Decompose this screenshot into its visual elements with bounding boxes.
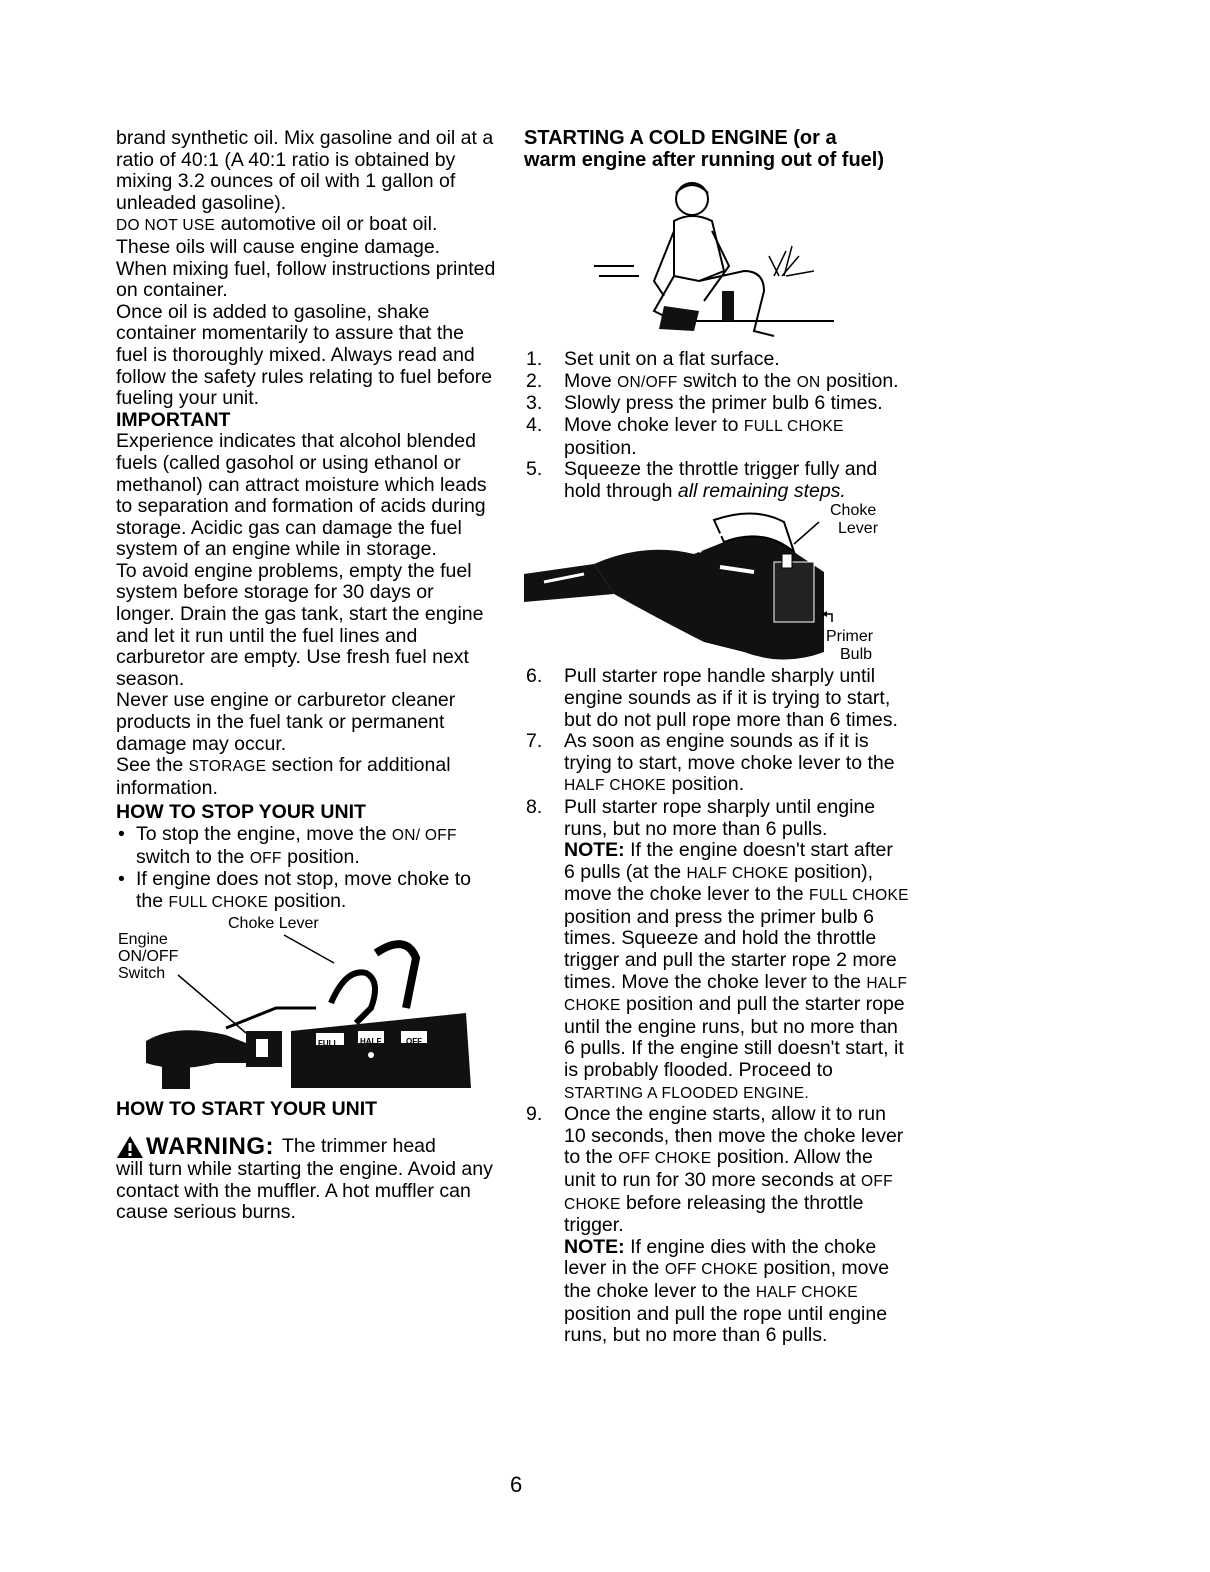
steps-list — [524, 349, 909, 502]
left-column — [116, 128, 496, 1224]
choke-primer-figure — [524, 502, 909, 666]
step-7-a: As soon as engine sounds as if it is trying to start, move choke lever to the — [564, 730, 895, 774]
stop-b2-a: If engine does not stop, move choke to the — [136, 868, 471, 912]
step-1-text: Set unit on a flat surface. — [564, 348, 780, 371]
person-kneeling-illustration — [524, 171, 909, 349]
cold-engine-heading-1: STARTING A COLD ENGINE (or a — [524, 127, 837, 149]
step-9-note-label: NOTE: — [564, 1235, 625, 1258]
fig1-switch-label: Switch — [118, 965, 166, 983]
fig1-half-tag: HALF — [360, 1037, 382, 1047]
step-9-num: 9. — [526, 1103, 543, 1126]
step-2-sc: ON/OFF — [617, 373, 678, 391]
step-2-b: switch to the — [677, 369, 797, 392]
fig1-engine-label: Engine — [118, 931, 168, 949]
fig1-choke-lever-label: Choke Lever — [228, 915, 319, 933]
stop-b1-sc1: ON/ OFF — [391, 827, 457, 844]
step-1-num: 1. — [526, 348, 543, 371]
step-5 — [524, 459, 909, 502]
switch-figure — [116, 913, 486, 1093]
stop-bullet-2 — [116, 869, 496, 913]
step-5-num: 5. — [526, 458, 543, 481]
fig2-lever-label: Lever — [838, 520, 879, 538]
step-8-sc4: STARTING A FLOODED ENGINE. — [564, 1084, 809, 1102]
step-4-num: 4. — [526, 413, 543, 436]
step-9-sc1: OFF CHOKE — [618, 1150, 712, 1168]
warning-row — [116, 1135, 496, 1159]
step-2-num: 2. — [526, 369, 543, 392]
stop-heading: HOW TO STOP YOUR UNIT — [116, 801, 366, 824]
step-3-text: Slowly press the primer bulb 6 times. — [564, 392, 883, 415]
step-8-a: Pull starter rope sharply until engine runs, but no more than 6 pulls. — [564, 795, 876, 840]
paragraph-avoid: To avoid engine problems, empty the fuel system before storage for 30 days or longer. Drain the gas tank, start the engine and let it run until the fuel lines and carburetor are empty. Use fresh fuel next season. — [116, 559, 484, 690]
right-column — [524, 128, 909, 1347]
stop-list — [116, 824, 496, 913]
step-9-e: position and pull the rope until engine runs, but no more than 6 pulls. — [564, 1302, 888, 1347]
paragraph-oil-mix: brand synthetic oil. Mix gasoline and oil at a ratio of 40:1 (A 40:1 ratio is obtained by mixing 3.2 ounces of oil with 1 gallon of unleaded gasoline). — [116, 127, 494, 214]
paragraph-do-not-use — [116, 214, 496, 301]
fig2-choke-label: Choke — [830, 502, 877, 520]
warning-text-1: The trimmer head — [281, 1135, 436, 1158]
fig2-primer-label: Primer — [826, 628, 874, 646]
do-not-use-text: DO NOT USE — [116, 217, 216, 235]
step-9-sc2: OFF CHOKE — [564, 1173, 893, 1213]
paragraph-shake: Once oil is added to gasoline, shake container momentarily to assure that the fuel is thoroughly mixed. Always read and follow the safety rules relating to fuel before fueling your unit. — [116, 300, 493, 410]
cold-engine-heading-2: warm engine after running out of fuel) — [524, 148, 884, 171]
step-2 — [524, 371, 909, 394]
steps-list-continued — [524, 666, 909, 1346]
step-4-sc: FULL CHOKE — [743, 417, 844, 435]
stop-b1-sc2: OFF — [249, 849, 282, 867]
step-8-n3: position and press the primer bulb 6 times. Squeeze and hold the throttle trigger and pull the starter rope 2 more times. Move the choke lever to the — [564, 905, 897, 993]
stop-b2-sc: FULL CHOKE — [168, 893, 269, 911]
storage-sc: STORAGE — [188, 758, 267, 776]
step-8-note-label: NOTE: — [564, 839, 625, 862]
step-8-sc2: FULL CHOKE — [808, 887, 909, 905]
fig1-full-tag: FULL — [318, 1039, 339, 1049]
step-2-sc2: ON — [796, 373, 821, 391]
stop-b2-b: position. — [268, 889, 347, 912]
step-8-num: 8. — [526, 795, 543, 818]
step-9-d: position, move the choke lever to the — [564, 1257, 890, 1302]
step-8-sc1: HALF CHOKE — [686, 864, 789, 882]
step-2-a: Move — [564, 369, 618, 392]
stop-bullet-1 — [116, 824, 496, 869]
step-9-sc3: OFF CHOKE — [664, 1261, 758, 1279]
start-heading: HOW TO START YOUR UNIT — [116, 1098, 378, 1121]
step-5-em: all remaining steps. — [677, 479, 846, 502]
paragraph-alcohol: Experience indicates that alcohol blended fuels (called gasohol or using ethanol or methanol) can attract moisture which leads to separation and formation of acids during storage. Acidic gas can damage the fuel system of an engine while in storage. — [116, 430, 487, 561]
step-8-sc3: HALF CHOKE — [564, 974, 908, 1015]
warning-text-2: will turn while starting the engine. Avoid any contact with the muffler. A hot muffler can cause serious burns. — [116, 1157, 493, 1224]
step-6-text: Pull starter rope handle sharply until engine sounds as if it is trying to start, but do not pull rope more than 6 times. — [564, 665, 898, 731]
step-7-b: position. — [666, 773, 745, 796]
storage-a: See the — [116, 754, 189, 777]
stop-b1-b: switch to the — [136, 845, 250, 868]
step-8-n2: position), move the choke lever to the — [564, 860, 874, 906]
step-4-a: Move choke lever to — [564, 413, 744, 436]
step-6 — [524, 666, 909, 731]
step-2-c: position. — [820, 369, 899, 392]
important-heading: IMPORTANT — [116, 408, 231, 431]
step-9-note: If engine dies with the choke lever in the — [564, 1235, 877, 1280]
stop-b1-c: position. — [281, 845, 360, 868]
step-8 — [524, 797, 909, 1104]
do-not-use-rest: automotive oil or boat oil. These oils will cause engine damage. When mixing fuel, follow instructions printed on container. — [116, 213, 496, 302]
paragraph-storage — [116, 755, 496, 799]
step-9 — [524, 1104, 909, 1347]
step-9-c: before releasing the throttle trigger. — [564, 1191, 864, 1237]
engine-switch-illustration — [116, 913, 486, 1093]
warning-label: WARNING: — [146, 1133, 274, 1161]
step-4 — [524, 415, 909, 459]
fig1-off-tag: OFF — [406, 1037, 422, 1047]
storage-b: section for additional information. — [116, 754, 451, 799]
step-9-a: Once the engine starts, allow it to run 10 seconds, then move the choke lever to the — [564, 1103, 904, 1169]
fig1-onoff-label: ON/OFF — [118, 948, 179, 966]
page-number: 6 — [510, 1472, 523, 1497]
person-figure — [524, 171, 909, 349]
step-5-a: Squeeze the throttle trigger fully and hold through — [564, 458, 878, 502]
paragraph-cleaner: Never use engine or carburetor cleaner products in the fuel tank or permanent damage may occur. — [116, 689, 456, 755]
step-6-num: 6. — [526, 665, 543, 688]
step-3-num: 3. — [526, 392, 543, 415]
step-7 — [524, 731, 909, 797]
step-7-num: 7. — [526, 730, 543, 753]
step-7-sc: HALF CHOKE — [564, 777, 667, 795]
step-1 — [524, 349, 909, 371]
step-9-b: position. Allow the unit to run for 30 more seconds at — [564, 1146, 873, 1191]
stop-b1-a: To stop the engine, move the — [136, 823, 392, 845]
step-4-b: position. — [564, 436, 637, 459]
step-3 — [524, 393, 909, 415]
step-8-n4: position and pull the starter rope until the engine runs, but no more than 6 pulls. If the engine still doesn't start, it is probably flooded. Proceed to — [564, 993, 905, 1082]
step-8-n1: If the engine doesn't start after 6 pulls (at the — [564, 839, 893, 883]
warning-triangle-icon — [116, 1135, 144, 1159]
fig2-bulb-label: Bulb — [840, 646, 873, 664]
step-9-sc4: HALF CHOKE — [755, 1283, 858, 1301]
